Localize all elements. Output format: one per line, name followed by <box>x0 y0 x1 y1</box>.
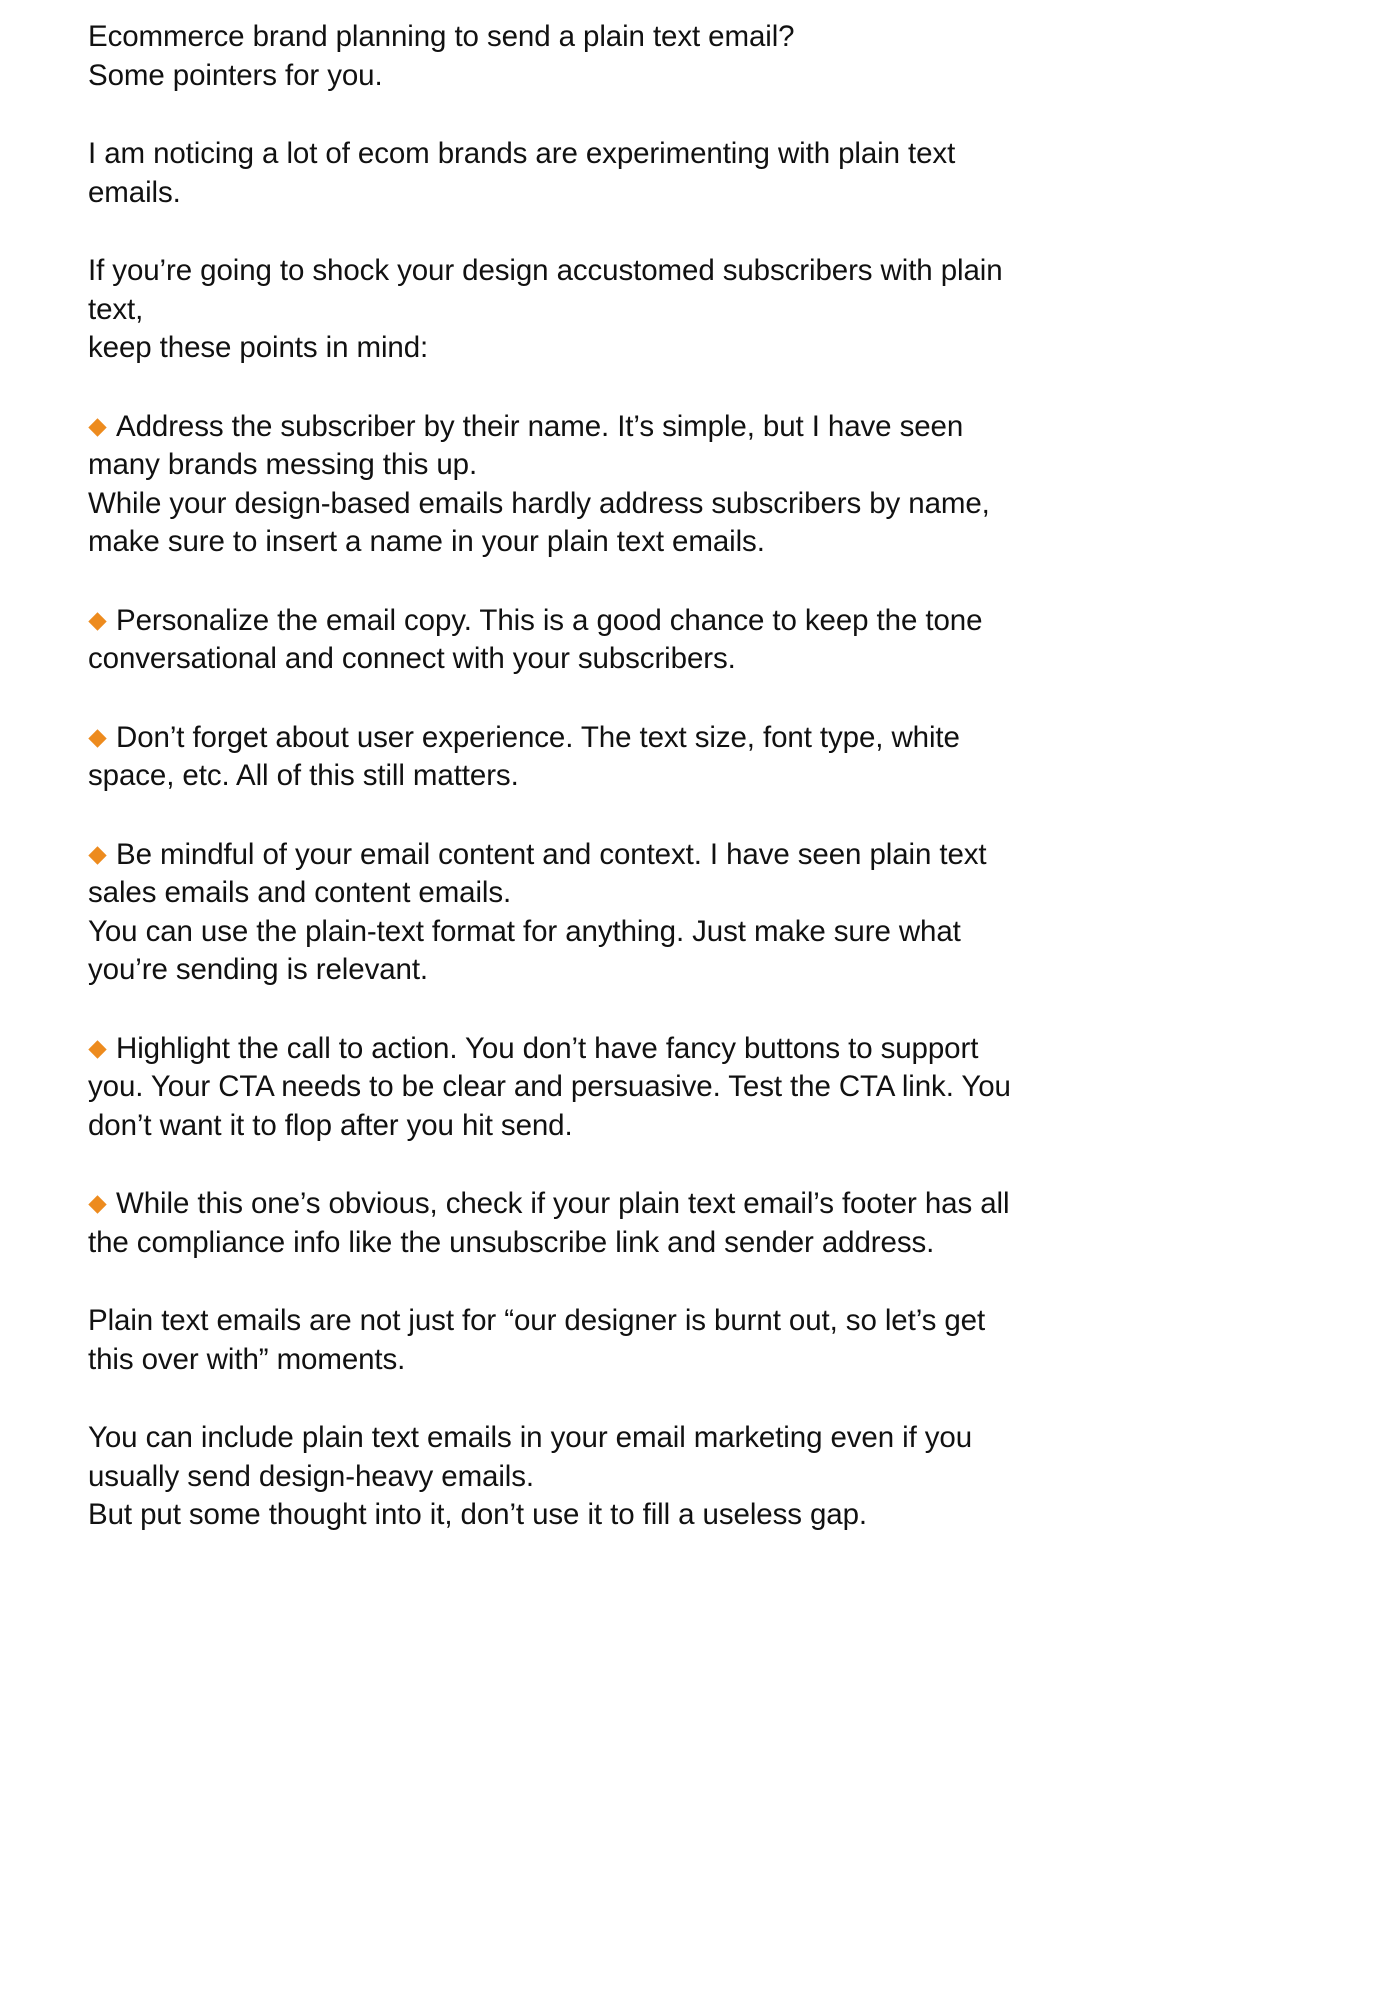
bullet-main-text: Be mindful of your email content and context. I have seen plain text sales emails and content emails. <box>88 837 987 909</box>
bullet-row <box>88 1185 1038 1262</box>
diamond-bullet-icon <box>88 846 106 864</box>
bullet-main-text: Don’t forget about user experience. The text size, font type, white space, etc. All of this still matters. <box>88 720 960 792</box>
bullet-main-text: Highlight the call to action. You don’t have fancy buttons to support you. Your CTA needs to be clear and persuasive. Test the CTA link. You don’t want it to flop after you hit send. <box>88 1031 1011 1142</box>
bullet-row <box>88 408 1038 485</box>
paragraph-2-block <box>88 252 1038 368</box>
closing-paragraph-1-block <box>88 1302 1038 1379</box>
diamond-bullet-icon <box>88 612 106 630</box>
paragraph-2-line-2: keep these points in mind: <box>88 331 429 364</box>
bullet-item <box>88 719 1038 796</box>
bullet-row <box>88 836 1038 913</box>
bullet-main-text: Personalize the email copy. This is a good chance to keep the tone conversational and connect with your subscribers. <box>88 603 983 675</box>
diamond-bullet-icon <box>88 729 106 747</box>
bullet-extra-text: You can use the plain-text format for anything. Just make sure what you’re sending is relevant. <box>88 914 961 986</box>
bullet-row <box>88 719 1038 796</box>
intro-block <box>88 18 1038 95</box>
bullet-item <box>88 1030 1038 1146</box>
closing-paragraph-2-block <box>88 1419 1038 1535</box>
bullet-extra-text: While your design-based emails hardly address subscribers by name, make sure to insert a name in your plain text emails. <box>88 486 990 558</box>
bullet-main-text: While this one’s obvious, check if your plain text email’s footer has all the compliance info like the unsubscribe link and sender address. <box>88 1187 1010 1259</box>
paragraph-1-block <box>88 135 1038 212</box>
intro-line-1: Ecommerce brand planning to send a plain text email? <box>88 20 795 53</box>
bullet-row <box>88 1030 1038 1146</box>
bullet-row <box>88 602 1038 679</box>
diamond-bullet-icon <box>88 418 106 436</box>
bullet-item <box>88 408 1038 562</box>
closing-paragraph-1: Plain text emails are not just for “our designer is burnt out, so let’s get this over with” moments. <box>88 1304 986 1376</box>
diamond-bullet-icon <box>88 1195 106 1213</box>
bullet-item <box>88 836 1038 990</box>
paragraph-1: I am noticing a lot of ecom brands are experimenting with plain text emails. <box>88 137 956 209</box>
paragraph-2-line-1: If you’re going to shock your design accustomed subscribers with plain text, <box>88 254 1003 326</box>
bullet-item <box>88 602 1038 679</box>
bullet-item <box>88 1185 1038 1262</box>
closing-paragraph-2-line-2: But put some thought into it, don’t use it to fill a useless gap. <box>88 1498 867 1531</box>
intro-line-2: Some pointers for you. <box>88 58 383 92</box>
post-content <box>88 18 1038 1535</box>
bullet-main-text: Address the subscriber by their name. It’s simple, but I have seen many brands messing this up. <box>88 409 964 481</box>
diamond-bullet-icon <box>88 1040 106 1058</box>
closing-paragraph-2-line-1: You can include plain text emails in your email marketing even if you usually send design-heavy emails. <box>88 1421 973 1493</box>
